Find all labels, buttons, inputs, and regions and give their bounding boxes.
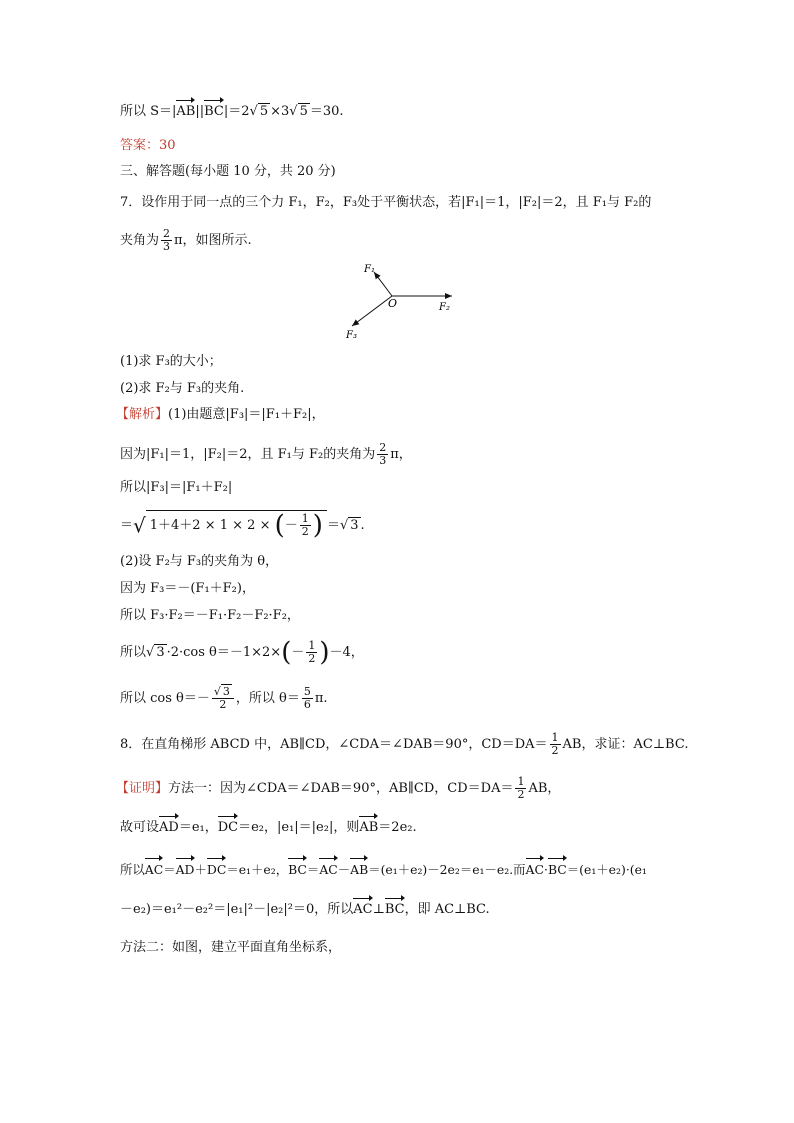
analysis-line-8: 所以√ 3 ·2·cos θ＝－1×2×(－ $\frac{1}{2}$ )－4， <box>120 637 364 668</box>
force-diagram <box>340 258 470 344</box>
f2-label: F₂ <box>439 302 450 313</box>
fraction: $\frac{2}{3}$ <box>163 227 171 253</box>
problem-7-statement: 7．设作用于同一点的三个力 F₁，F₂，F₃处于平衡状态，若|F₁|＝1，|F₂|＝2，且 F₁与 F₂的 <box>120 195 652 210</box>
analysis-line-7: 所以 F₃·F₂＝－F₁·F₂－F₂·F₂， <box>120 608 300 623</box>
origin-label: O <box>388 297 398 310</box>
proof-method-2: 方法二：如图，建立平面直角坐标系， <box>120 940 342 955</box>
f1-label: F₁ <box>364 264 375 275</box>
section-heading: 三、解答题(每小题 10 分，共 20 分) <box>120 164 336 179</box>
analysis-line-9: 所以 cos θ＝－ $\frac{√ 3}{2}$ ，所以 θ＝ $\frac{5}{6}$ π. <box>120 685 328 711</box>
question-1: (1)求 F₃的大小； <box>120 354 222 369</box>
f3-label: F₃ <box>346 330 357 341</box>
question-2: (2)求 F₂与 F₃的夹角. <box>120 381 245 396</box>
proof-line-3: 所以AC＝AD＋DC＝e₁＋e₂，BC＝AC－AB＝(e₁＋e₂)－2e₂＝e₁－e₂.而AC·BC＝(e₁＋e₂)·(e₁ <box>120 860 647 880</box>
answer-line: 答案：30 <box>120 138 176 153</box>
area-result-line: 所以 S＝|AB||BC|＝2√ 5 ×3√ 5 ＝30. <box>120 102 344 122</box>
proof-tag: 【证明】 <box>116 781 169 796</box>
problem-7-angle-line: 夹角为 $\frac{2}{3}$ π，如图所示. <box>120 227 252 253</box>
analysis-line-3: 所以|F₃|＝|F₁＋F₂| <box>120 480 233 495</box>
analysis-tag: 【解析】 <box>116 407 169 422</box>
sqrt-expression: 1＋4＋2 × 1 × 2 × (－ $\frac{1}{2}$ ) <box>146 510 327 538</box>
f3-vector <box>352 296 392 326</box>
analysis-line-5: (2)设 F₂与 F₃的夹角为 θ， <box>120 554 279 569</box>
proof-line-1: 【证明】方法一：因为∠CDA＝∠DAB＝90°，AB∥CD，CD＝DA＝ $\frac{1}{2}$ AB， <box>116 775 561 801</box>
f1-vector <box>374 272 392 296</box>
proof-line-2: 故可设AD＝e₁，DC＝e₂，|e₁|＝|e₂|，则AB＝2e₂. <box>120 818 417 838</box>
analysis-line-6: 因为 F₃＝－(F₁＋F₂)， <box>120 581 255 596</box>
problem-8-statement: 8．在直角梯形 ABCD 中，AB∥CD，∠CDA＝∠DAB＝90°，CD＝DA＝ $\frac{1}{2}$ AB，求证：AC⊥BC. <box>120 731 689 757</box>
analysis-line-2: 因为|F₁|＝1，|F₂|＝2，且 F₁与 F₂的夹角为 $\frac{2}{3}$ π， <box>120 441 412 467</box>
proof-line-4: －e₂)＝e₁²－e₂²＝|e₁|²－|e₂|²＝0，所以AC⊥BC，即 AC⊥BC. <box>120 900 490 920</box>
analysis-line-1: 【解析】(1)由题意|F₃|＝|F₁＋F₂|， <box>116 407 325 422</box>
analysis-line-4: ＝√ 1＋4＋2 × 1 × 2 × (－ $\frac{1}{2}$ ) ＝√ 3 . <box>120 510 365 541</box>
